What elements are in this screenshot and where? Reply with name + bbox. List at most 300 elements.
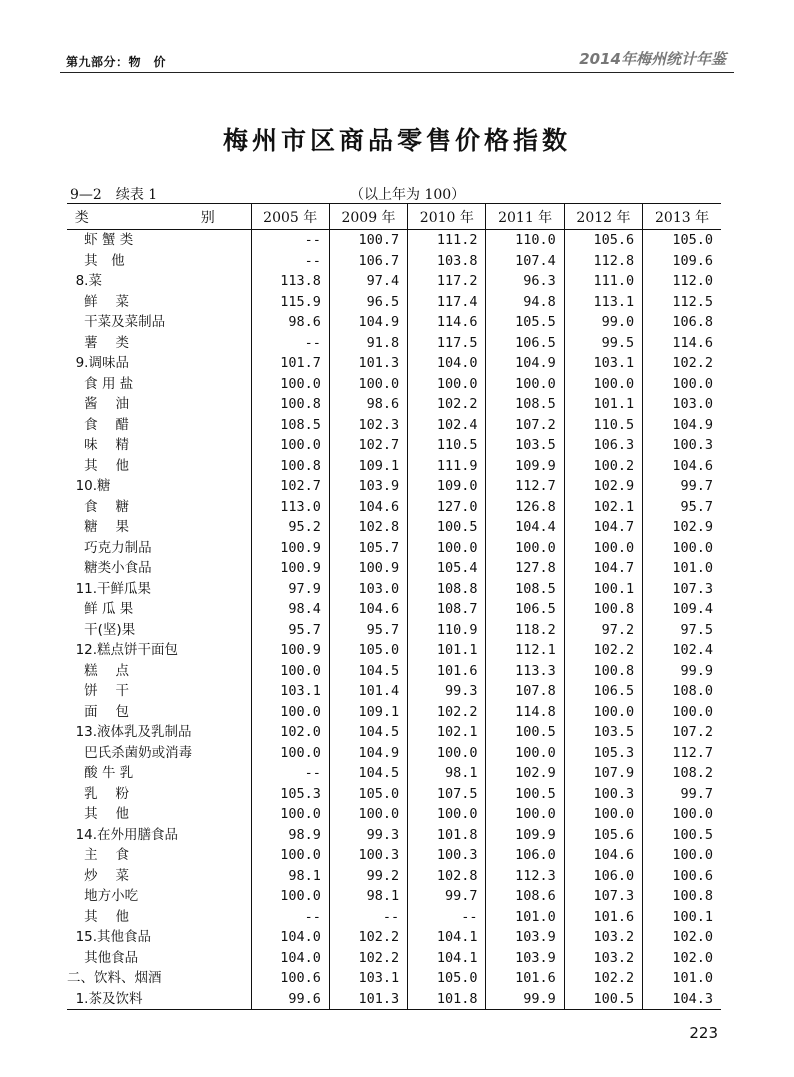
index-value-cell: 112.1 xyxy=(486,640,564,661)
index-value-cell: 113.8 xyxy=(251,271,329,292)
index-value-cell: 105.5 xyxy=(486,312,564,333)
row-category-label: 巧克力制品 xyxy=(67,539,152,556)
table-row xyxy=(67,497,721,518)
index-value-cell: 106.5 xyxy=(486,599,564,620)
index-value-cell: 96.5 xyxy=(329,292,407,313)
index-value-cell: 100.8 xyxy=(251,456,329,477)
index-value-cell: 99.9 xyxy=(486,989,564,1010)
index-value-cell: 114.6 xyxy=(643,333,721,354)
index-value-cell: 104.7 xyxy=(564,517,642,538)
table-row xyxy=(67,702,721,723)
table-row xyxy=(67,907,721,928)
index-value-cell: 102.2 xyxy=(408,702,486,723)
table-row xyxy=(67,763,721,784)
table-row xyxy=(67,517,721,538)
table-row xyxy=(67,927,721,948)
header-divider xyxy=(60,72,734,73)
index-value-cell: 100.2 xyxy=(564,456,642,477)
index-value-cell: 95.2 xyxy=(251,517,329,538)
index-value-cell: 100.8 xyxy=(564,599,642,620)
index-value-cell: 108.7 xyxy=(408,599,486,620)
index-value-cell: 108.2 xyxy=(643,763,721,784)
index-value-cell: 100.0 xyxy=(564,538,642,559)
row-category-label: 二、饮料、烟酒 xyxy=(67,970,162,986)
index-value-cell: 100.0 xyxy=(486,374,564,395)
table-row xyxy=(67,804,721,825)
index-value-cell: 103.5 xyxy=(486,435,564,456)
index-value-cell: 104.6 xyxy=(329,497,407,518)
index-value-cell: 100.5 xyxy=(408,517,486,538)
index-value-cell: -- xyxy=(251,333,329,354)
index-value-cell: 102.9 xyxy=(564,476,642,497)
index-value-cell: 102.0 xyxy=(251,722,329,743)
index-value-cell: 100.0 xyxy=(564,702,642,723)
index-value-cell: 103.1 xyxy=(329,968,407,989)
index-value-cell: 97.9 xyxy=(251,579,329,600)
row-category-label: 酸 牛 乳 xyxy=(67,765,134,781)
index-value-cell: 102.9 xyxy=(643,517,721,538)
index-value-cell: 104.4 xyxy=(486,517,564,538)
index-value-cell: -- xyxy=(251,251,329,272)
index-value-cell: 102.0 xyxy=(643,927,721,948)
index-value-cell: 102.2 xyxy=(408,394,486,415)
index-value-cell: 108.5 xyxy=(486,394,564,415)
index-value-cell: 94.8 xyxy=(486,292,564,313)
index-value-cell: 98.1 xyxy=(408,763,486,784)
index-value-cell: 117.2 xyxy=(408,271,486,292)
table-row xyxy=(67,230,721,251)
index-value-cell: 105.0 xyxy=(329,784,407,805)
index-value-cell: 101.1 xyxy=(564,394,642,415)
row-category-label: 14.在外用膳食品 xyxy=(67,826,179,843)
page-title: 梅州市区商品零售价格指数 xyxy=(222,126,571,155)
index-value-cell: 98.4 xyxy=(251,599,329,620)
index-value-cell: 112.3 xyxy=(486,866,564,887)
table-number: 9—2 续表 1 xyxy=(70,187,158,203)
row-category-label: 其他食品 xyxy=(67,949,139,966)
index-value-cell: 96.3 xyxy=(486,271,564,292)
index-value-cell: 95.7 xyxy=(643,497,721,518)
index-value-cell: 99.5 xyxy=(564,333,642,354)
index-value-cell: 100.0 xyxy=(564,374,642,395)
index-value-cell: 104.6 xyxy=(643,456,721,477)
index-value-cell: 99.3 xyxy=(408,681,486,702)
index-value-cell: 113.3 xyxy=(486,661,564,682)
index-value-cell: 103.8 xyxy=(408,251,486,272)
row-category-label: 饼 干 xyxy=(67,683,129,699)
table-row xyxy=(67,886,721,907)
row-category-label: 面 包 xyxy=(67,703,129,720)
table-row xyxy=(67,948,721,969)
index-value-cell: 104.5 xyxy=(329,722,407,743)
table-row xyxy=(67,866,721,887)
yearbook-title: 2014年梅州统计年鉴 xyxy=(579,50,726,68)
table-row xyxy=(67,476,721,497)
table-row xyxy=(67,292,721,313)
page-header xyxy=(60,50,734,72)
table-row xyxy=(67,989,721,1010)
index-value-cell: 100.6 xyxy=(251,968,329,989)
index-value-cell: 105.6 xyxy=(564,825,642,846)
index-value-cell: 108.5 xyxy=(251,415,329,436)
index-value-cell: 102.1 xyxy=(564,497,642,518)
index-value-cell: 111.0 xyxy=(564,271,642,292)
column-header-2011: 2011 年 xyxy=(486,204,564,230)
index-value-cell: -- xyxy=(251,907,329,928)
index-value-cell: 102.9 xyxy=(486,763,564,784)
index-value-cell: 103.0 xyxy=(643,394,721,415)
index-value-cell: 106.3 xyxy=(564,435,642,456)
index-value-cell: 100.9 xyxy=(251,538,329,559)
table-row xyxy=(67,599,721,620)
index-value-cell: 98.1 xyxy=(251,866,329,887)
index-value-cell: 99.7 xyxy=(643,784,721,805)
row-category-label: 8.菜 xyxy=(67,273,102,289)
index-value-cell: 105.4 xyxy=(408,558,486,579)
index-value-cell: 100.3 xyxy=(408,845,486,866)
table-row xyxy=(67,784,721,805)
index-value-cell: 108.6 xyxy=(486,886,564,907)
index-value-cell: 107.8 xyxy=(486,681,564,702)
table-row xyxy=(67,271,721,292)
index-value-cell: 104.9 xyxy=(486,353,564,374)
index-value-cell: 100.8 xyxy=(643,886,721,907)
index-value-cell: 100.0 xyxy=(643,804,721,825)
price-index-table xyxy=(67,203,721,1010)
index-value-cell: 101.1 xyxy=(408,640,486,661)
index-value-cell: 105.3 xyxy=(564,743,642,764)
index-value-cell: 100.0 xyxy=(251,374,329,395)
row-category-label: 主 食 xyxy=(67,847,129,863)
row-category-label: 巴氏杀菌奶或消毒 xyxy=(67,744,193,761)
index-value-cell: 109.1 xyxy=(329,456,407,477)
index-value-cell: 109.1 xyxy=(329,702,407,723)
index-value-cell: 100.6 xyxy=(643,866,721,887)
index-value-cell: 100.0 xyxy=(251,702,329,723)
index-value-cell: 101.8 xyxy=(408,989,486,1010)
index-value-cell: 104.0 xyxy=(251,948,329,969)
index-value-cell: 107.9 xyxy=(564,763,642,784)
index-value-cell: 104.9 xyxy=(329,743,407,764)
index-value-cell: 105.0 xyxy=(408,968,486,989)
index-value-cell: 101.0 xyxy=(643,558,721,579)
index-value-cell: 100.9 xyxy=(329,558,407,579)
index-value-cell: 127.8 xyxy=(486,558,564,579)
table-row xyxy=(67,558,721,579)
row-category-label: 食 用 盐 xyxy=(67,375,134,392)
index-value-cell: 100.0 xyxy=(564,804,642,825)
index-value-cell: 100.0 xyxy=(643,538,721,559)
index-value-cell: 100.7 xyxy=(329,230,407,251)
index-value-cell: 107.2 xyxy=(486,415,564,436)
column-header-2013: 2013 年 xyxy=(643,204,721,230)
column-header-2010: 2010 年 xyxy=(408,204,486,230)
index-value-cell: 110.0 xyxy=(486,230,564,251)
index-value-cell: 100.1 xyxy=(643,907,721,928)
index-value-cell: 104.9 xyxy=(643,415,721,436)
index-value-cell: 100.0 xyxy=(251,435,329,456)
index-value-cell: 113.0 xyxy=(251,497,329,518)
index-value-cell: 98.9 xyxy=(251,825,329,846)
index-value-cell: 105.0 xyxy=(329,640,407,661)
row-category-label: 食 糖 xyxy=(67,498,129,515)
index-value-cell: 109.0 xyxy=(408,476,486,497)
index-value-cell: 102.2 xyxy=(564,968,642,989)
row-category-label: 13.液体乳及乳制品 xyxy=(67,724,192,740)
index-value-cell: 101.6 xyxy=(564,907,642,928)
index-value-cell: 102.3 xyxy=(329,415,407,436)
index-value-cell: 100.0 xyxy=(329,374,407,395)
index-value-cell: 114.6 xyxy=(408,312,486,333)
index-value-cell: 107.2 xyxy=(643,722,721,743)
section-label: 第九部分：物 价 xyxy=(66,55,167,69)
index-value-cell: 101.3 xyxy=(329,353,407,374)
index-value-cell: 99.9 xyxy=(643,661,721,682)
index-value-cell: 110.5 xyxy=(564,415,642,436)
table-row xyxy=(67,579,721,600)
row-category-label: 1.茶及饮料 xyxy=(67,989,251,1010)
table-row xyxy=(67,640,721,661)
index-value-cell: 100.8 xyxy=(251,394,329,415)
index-value-cell: 101.6 xyxy=(486,968,564,989)
row-category-label: 食 醋 xyxy=(67,416,129,433)
index-value-cell: 98.1 xyxy=(329,886,407,907)
index-value-cell: 100.9 xyxy=(251,640,329,661)
index-value-cell: 100.0 xyxy=(408,743,486,764)
column-header-2012: 2012 年 xyxy=(564,204,642,230)
row-category-label: 9.调味品 xyxy=(67,355,129,371)
row-category-label: 薯 类 xyxy=(67,334,129,351)
table-row xyxy=(67,681,721,702)
index-value-cell: 112.7 xyxy=(643,743,721,764)
base-year-note: （以上年为 100） xyxy=(350,187,466,203)
table-row xyxy=(67,845,721,866)
column-header-2005: 2005 年 xyxy=(251,204,329,230)
index-value-cell: 100.0 xyxy=(251,804,329,825)
index-value-cell: 106.0 xyxy=(486,845,564,866)
index-value-cell: 102.2 xyxy=(329,927,407,948)
index-value-cell: 104.5 xyxy=(329,661,407,682)
index-value-cell: 106.7 xyxy=(329,251,407,272)
index-value-cell: 100.0 xyxy=(408,538,486,559)
index-value-cell: 102.7 xyxy=(251,476,329,497)
index-value-cell: 110.5 xyxy=(408,435,486,456)
index-value-cell: 104.0 xyxy=(408,353,486,374)
index-value-cell: 102.8 xyxy=(408,866,486,887)
index-value-cell: 100.5 xyxy=(486,784,564,805)
index-value-cell: 103.5 xyxy=(564,722,642,743)
index-value-cell: 104.1 xyxy=(408,948,486,969)
table-header-row xyxy=(67,204,721,230)
index-value-cell: 102.7 xyxy=(329,435,407,456)
row-category-label: 糖类小食品 xyxy=(67,560,152,576)
index-value-cell: 112.5 xyxy=(643,292,721,313)
index-value-cell: 102.0 xyxy=(643,948,721,969)
index-value-cell: -- xyxy=(408,907,486,928)
index-value-cell: 100.5 xyxy=(643,825,721,846)
index-value-cell: 105.0 xyxy=(643,230,721,251)
row-category-label: 糖 果 xyxy=(67,519,129,535)
index-value-cell: 103.1 xyxy=(564,353,642,374)
index-value-cell: 98.6 xyxy=(329,394,407,415)
index-value-cell: -- xyxy=(329,907,407,928)
table-row xyxy=(67,722,721,743)
table-row xyxy=(67,456,721,477)
index-value-cell: 101.3 xyxy=(329,989,407,1010)
index-value-cell: 115.9 xyxy=(251,292,329,313)
row-category-label: 干菜及菜制品 xyxy=(67,314,166,330)
index-value-cell: 99.3 xyxy=(329,825,407,846)
index-value-cell: 118.2 xyxy=(486,620,564,641)
table-row xyxy=(67,620,721,641)
row-category-label: 其 他 xyxy=(67,457,129,474)
index-value-cell: 100.0 xyxy=(329,804,407,825)
index-value-cell: 107.5 xyxy=(408,784,486,805)
index-value-cell: 101.8 xyxy=(408,825,486,846)
index-value-cell: 102.4 xyxy=(408,415,486,436)
row-category-label: 干(坚)果 xyxy=(67,621,136,638)
index-value-cell: 103.0 xyxy=(329,579,407,600)
index-value-cell: 101.7 xyxy=(251,353,329,374)
index-value-cell: 99.7 xyxy=(408,886,486,907)
column-header-2009: 2009 年 xyxy=(329,204,407,230)
table-row xyxy=(67,333,721,354)
index-value-cell: 105.6 xyxy=(564,230,642,251)
index-value-cell: 102.2 xyxy=(643,353,721,374)
index-value-cell: 102.2 xyxy=(564,640,642,661)
table-row xyxy=(67,743,721,764)
index-value-cell: 103.9 xyxy=(486,948,564,969)
index-value-cell: 100.5 xyxy=(564,989,642,1010)
table-row xyxy=(67,394,721,415)
row-category-label: 15.其他食品 xyxy=(67,929,152,945)
index-value-cell: 107.3 xyxy=(564,886,642,907)
index-value-cell: 100.3 xyxy=(643,435,721,456)
index-value-cell: 102.8 xyxy=(329,517,407,538)
index-value-cell: 100.3 xyxy=(329,845,407,866)
table-row xyxy=(67,661,721,682)
index-value-cell: 100.0 xyxy=(251,661,329,682)
table-row xyxy=(67,312,721,333)
index-value-cell: 106.0 xyxy=(564,866,642,887)
row-category-label: 10.糖 xyxy=(67,478,111,494)
index-value-cell: 100.0 xyxy=(486,743,564,764)
index-value-cell: 103.2 xyxy=(564,927,642,948)
table-row xyxy=(67,374,721,395)
index-value-cell: 102.2 xyxy=(329,948,407,969)
index-value-cell: 104.6 xyxy=(329,599,407,620)
index-value-cell: 98.6 xyxy=(251,312,329,333)
index-value-cell: 95.7 xyxy=(329,620,407,641)
index-value-cell: 95.7 xyxy=(251,620,329,641)
index-value-cell: 103.1 xyxy=(251,681,329,702)
index-value-cell: 102.4 xyxy=(643,640,721,661)
index-value-cell: -- xyxy=(251,763,329,784)
row-category-label: 12.糕点饼干面包 xyxy=(67,642,179,658)
index-value-cell: 100.0 xyxy=(251,886,329,907)
index-value-cell: 107.4 xyxy=(486,251,564,272)
table-row xyxy=(67,415,721,436)
index-value-cell: 127.0 xyxy=(408,497,486,518)
index-value-cell: 110.9 xyxy=(408,620,486,641)
row-category-label: 其 他 xyxy=(67,806,129,822)
index-value-cell: 91.8 xyxy=(329,333,407,354)
index-value-cell: 103.2 xyxy=(564,948,642,969)
index-value-cell: 104.1 xyxy=(408,927,486,948)
row-category-label: 糕 点 xyxy=(67,662,129,679)
index-value-cell: 111.9 xyxy=(408,456,486,477)
table-row xyxy=(67,538,721,559)
index-value-cell: 104.0 xyxy=(251,927,329,948)
index-value-cell: 126.8 xyxy=(486,497,564,518)
index-value-cell: 101.0 xyxy=(486,907,564,928)
index-value-cell: 109.9 xyxy=(486,456,564,477)
row-category-label: 其 他 xyxy=(67,908,129,925)
index-value-cell: 106.8 xyxy=(643,312,721,333)
index-value-cell: 100.0 xyxy=(251,743,329,764)
row-category-label: 其 他 xyxy=(67,252,125,269)
table-row xyxy=(67,968,721,989)
index-value-cell: 108.0 xyxy=(643,681,721,702)
index-value-cell: 104.5 xyxy=(329,763,407,784)
index-value-cell: 100.0 xyxy=(643,374,721,395)
index-value-cell: 112.8 xyxy=(564,251,642,272)
index-value-cell: 104.3 xyxy=(643,989,721,1010)
row-category-label: 味 精 xyxy=(67,437,129,453)
index-value-cell: 106.5 xyxy=(564,681,642,702)
index-value-cell: 109.6 xyxy=(643,251,721,272)
index-value-cell: 99.0 xyxy=(564,312,642,333)
table-row xyxy=(67,825,721,846)
index-value-cell: 108.8 xyxy=(408,579,486,600)
index-value-cell: 100.0 xyxy=(643,845,721,866)
table-row xyxy=(67,251,721,272)
index-value-cell: 100.0 xyxy=(486,804,564,825)
index-value-cell: 103.9 xyxy=(329,476,407,497)
index-value-cell: 104.6 xyxy=(564,845,642,866)
row-category-label: 11.干鲜瓜果 xyxy=(67,580,152,597)
index-value-cell: 97.4 xyxy=(329,271,407,292)
index-value-cell: 100.0 xyxy=(251,845,329,866)
index-value-cell: 112.0 xyxy=(643,271,721,292)
index-value-cell: 99.7 xyxy=(643,476,721,497)
row-category-label: 鲜 瓜 果 xyxy=(67,601,134,617)
index-value-cell: 113.1 xyxy=(564,292,642,313)
table-row xyxy=(67,353,721,374)
index-value-cell: 100.0 xyxy=(408,804,486,825)
index-value-cell: 99.6 xyxy=(251,989,329,1010)
index-value-cell: 117.4 xyxy=(408,292,486,313)
index-value-cell: 100.8 xyxy=(564,661,642,682)
row-category-label: 地方小吃 xyxy=(67,888,139,904)
index-value-cell: 104.9 xyxy=(329,312,407,333)
index-value-cell: 102.1 xyxy=(408,722,486,743)
index-value-cell: 97.5 xyxy=(643,620,721,641)
column-header-category: 类 别 xyxy=(67,204,251,230)
index-value-cell: 97.2 xyxy=(564,620,642,641)
index-value-cell: 100.3 xyxy=(564,784,642,805)
index-value-cell: 114.8 xyxy=(486,702,564,723)
index-value-cell: 100.0 xyxy=(486,538,564,559)
index-value-cell: 117.5 xyxy=(408,333,486,354)
index-value-cell: 107.3 xyxy=(643,579,721,600)
index-value-cell: 104.7 xyxy=(564,558,642,579)
index-value-cell: 109.9 xyxy=(486,825,564,846)
index-value-cell: 100.5 xyxy=(486,722,564,743)
index-value-cell: 106.5 xyxy=(486,333,564,354)
row-category-label: 鲜 菜 xyxy=(67,293,129,310)
row-category-label: 虾 蟹 类 xyxy=(67,232,134,248)
